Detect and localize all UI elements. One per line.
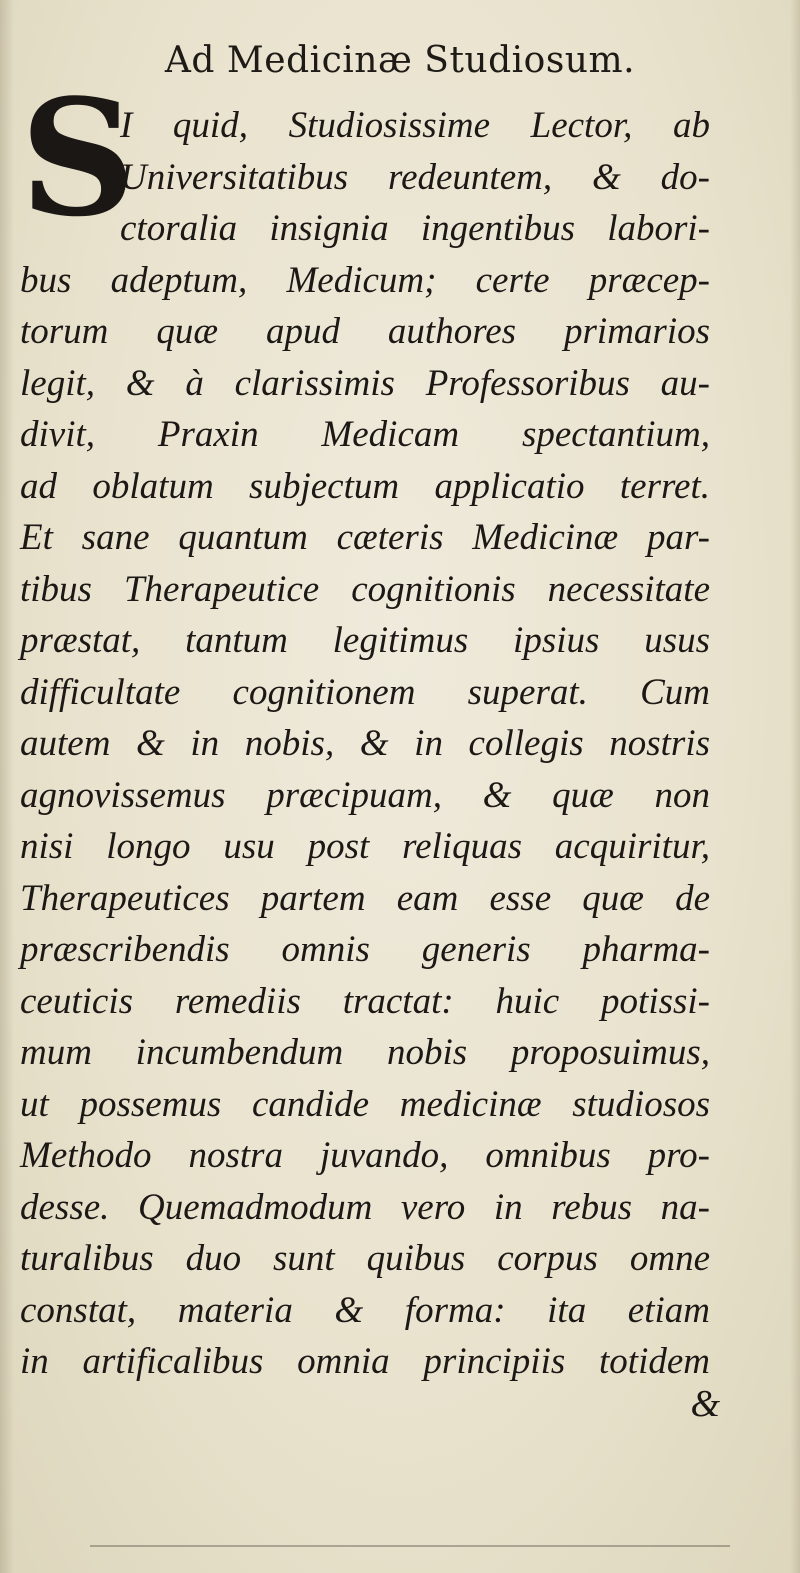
text-line: agnovissemus præcipuam, & quæ non [20,774,710,816]
text-line: mum incumbendum nobis proposuimus, [20,1032,710,1073]
bottom-rule [90,1545,730,1547]
text-line: Et sane quantum cæteris Medicinæ par- [20,517,710,558]
text-line: in artificalibus omnia principiis totidem [20,1341,710,1382]
text-line: autem & in nobis, & in collegis nostris [20,723,710,764]
text-line: Methodo nostra juvando, omnibus pro- [20,1135,710,1176]
body-text [20,100,710,1388]
catchword: & [690,1383,720,1425]
text-line: præscribendis omnis generis pharma- [20,929,710,970]
text-line: tibus Therapeutice cognitionis necessitate [20,568,710,610]
text-line: præstat, tantum legitimus ipsius usus [20,620,710,661]
text-line: ctoralia insignia ingentibus labori- [120,208,710,249]
text-line: nisi longo usu post reliquas acquiritur, [20,826,710,867]
drop-cap-initial: S [20,64,136,252]
text-line: ceuticis remediis tractat: huic potissi- [20,980,710,1022]
text-line: legit, & à clarissimis Professoribus au- [20,362,710,404]
text-line: turalibus duo sunt quibus corpus omne [20,1238,710,1279]
text-line: Universitatibus redeuntem, & do- [120,156,710,198]
text-line: torum quæ apud authores primarios [20,311,710,352]
text-line: difficultate cognitionem superat. Cum [20,671,710,713]
text-line: bus adeptum, Medicum; certe præcep- [20,259,710,301]
text-line: desse. Quemadmodum vero in rebus na- [20,1186,710,1228]
text-line: I quid, Studiosissime Lector, ab [120,105,710,146]
text-line: divit, Praxin Medicam spectantium, [20,414,710,455]
text-line: ut possemus candide medicinæ studiosos [20,1083,710,1125]
running-title: Ad Medicinæ Studiosum. [164,40,636,81]
text-line: constat, materia & forma: ita etiam [20,1289,710,1331]
text-line: ad oblatum subjectum applicatio terret. [20,465,710,507]
text-line: Therapeutices partem eam esse quæ de [20,877,710,919]
